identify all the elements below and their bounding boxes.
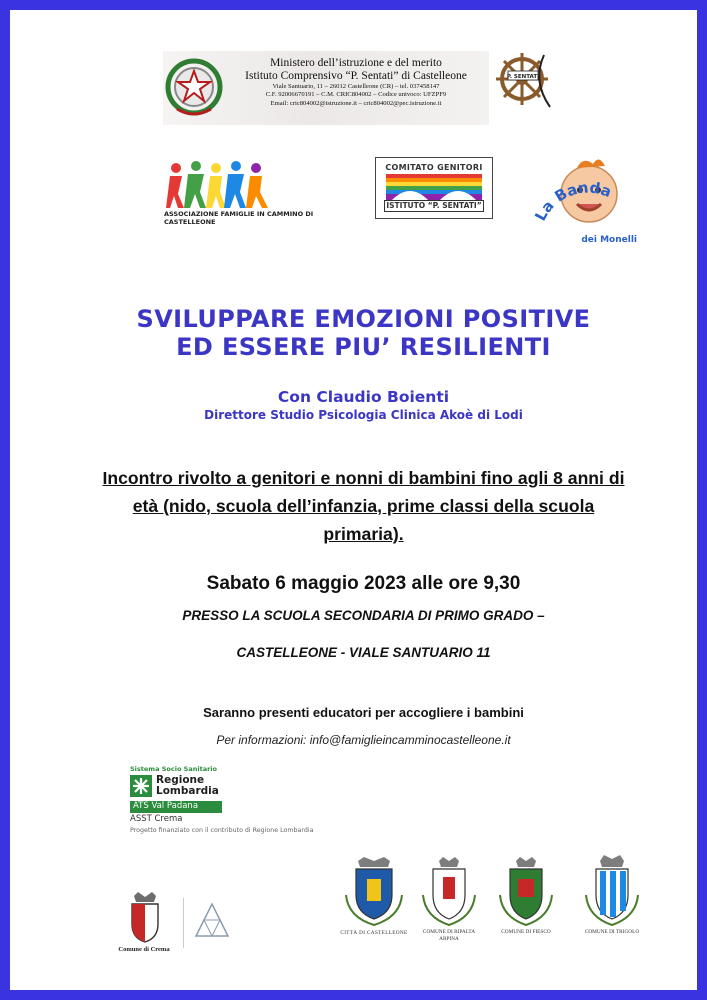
castelleone-crest-icon bbox=[338, 855, 410, 927]
children-figures-icon bbox=[164, 158, 274, 212]
comune-label: COMUNE DI FIESCO bbox=[501, 929, 551, 935]
school-header bbox=[163, 51, 489, 125]
banda-label-1: La Banda bbox=[531, 178, 614, 224]
comitato-genitori-logo bbox=[375, 157, 493, 219]
regione-name-line-1: Regione bbox=[156, 774, 205, 786]
event-date: Sabato 6 maggio 2023 alle ore 9,30 bbox=[206, 573, 521, 594]
rainbow-bridge-icon bbox=[386, 174, 482, 200]
ship-wheel-logo-icon bbox=[492, 51, 566, 115]
comitato-subtitle: ISTITUTO “P. SENTATI” bbox=[384, 200, 484, 212]
comune-ripalta-arpina bbox=[413, 855, 485, 955]
comune-trigolo bbox=[576, 855, 648, 955]
comune-label: COMUNE DI RIPALTA ARPINA bbox=[422, 929, 476, 942]
event-title bbox=[40, 305, 687, 361]
italian-republic-emblem-icon bbox=[163, 53, 225, 121]
intro-line-3: primaria). bbox=[323, 524, 404, 544]
banda-dei-monelli-logo-icon bbox=[525, 132, 643, 250]
school-header-text bbox=[227, 57, 485, 108]
trigolo-crest-icon bbox=[576, 855, 648, 927]
comune-castelleone bbox=[338, 855, 410, 955]
school-emails: Email: cric804002@istruzione.it – cric804002@pec.istruzione.it bbox=[270, 99, 442, 107]
crema-label: Comune di Crema bbox=[118, 946, 170, 953]
title-line-1: SVILUPPARE EMOZIONI POSITIVE bbox=[136, 305, 591, 333]
crema-brand-mark-icon bbox=[192, 900, 232, 940]
association-name: ASSOCIAZIONE FAMIGLIE IN CAMMINO DI CASTELLEONE bbox=[164, 210, 314, 226]
educators-note: Saranno presenti educatori per accogliere i bambini bbox=[203, 705, 524, 720]
comitato-title: COMITATO GENITORI bbox=[385, 163, 483, 172]
info-contact: Per informazioni: info@famiglieincamminocastelleone.it bbox=[216, 733, 511, 747]
crema-crest-icon bbox=[128, 892, 162, 944]
regione-lombardia-logo bbox=[130, 765, 320, 870]
intro-line-2: età (nido, scuola dell’infanzia, prime classi della scuola bbox=[132, 496, 595, 516]
event-intro bbox=[70, 464, 657, 548]
comune-fiesco bbox=[490, 855, 562, 955]
asst-label: ASST Crema bbox=[130, 814, 183, 824]
wheel-logo-label: P. SENTATI bbox=[506, 74, 540, 80]
event-venue-line-2: CASTELLEONE - VIALE SANTUARIO 11 bbox=[236, 645, 491, 660]
intro-line-1: Incontro rivolto a genitori e nonni di bambini fino agli 8 anni di bbox=[102, 468, 625, 488]
crema-divider bbox=[183, 898, 184, 948]
speaker-name: Con Claudio Boienti bbox=[277, 388, 450, 406]
ministry-name: Ministero dell’istruzione e del merito bbox=[270, 57, 442, 69]
ats-label: ATS Val Padana bbox=[130, 801, 222, 812]
banda-label-2: dei Monelli bbox=[581, 235, 637, 245]
comune-crema-logo bbox=[110, 890, 240, 960]
regione-name bbox=[156, 775, 219, 797]
fiesco-crest-icon bbox=[490, 855, 562, 927]
school-name: Istituto Comprensivo “P. Sentati” di Castelleone bbox=[245, 70, 467, 82]
sistema-label: Sistema Socio Sanitario bbox=[130, 765, 217, 773]
ats-divider bbox=[130, 812, 222, 813]
comune-label: CITTÀ DI CASTELLEONE bbox=[340, 930, 408, 936]
association-logo bbox=[160, 158, 340, 234]
lombardia-cross-icon bbox=[130, 775, 152, 797]
event-venue-line-1: PRESSO LA SCUOLA SECONDARIA DI PRIMO GRADO – bbox=[182, 608, 545, 623]
speaker-role: Direttore Studio Psicologia Clinica Akoè di Lodi bbox=[204, 408, 523, 422]
ripalta-arpina-crest-icon bbox=[413, 855, 485, 927]
funding-note: Progetto finanziato con il contributo di Regione Lombardia bbox=[130, 827, 314, 834]
regione-name-line-2: Lombardia bbox=[156, 785, 219, 797]
school-address: Viale Santuario, 11 – 26012 Castelleone (CR) – tel. 037458147 bbox=[272, 83, 440, 90]
school-codes: C.F. 92006670191 – C.M. CRIC804002 – Codice univoco: UFZPF9 bbox=[265, 91, 447, 99]
comune-label: COMUNE DI TRIGOLO bbox=[584, 929, 640, 935]
title-line-2: ED ESSERE PIU’ RESILIENTI bbox=[176, 333, 551, 361]
